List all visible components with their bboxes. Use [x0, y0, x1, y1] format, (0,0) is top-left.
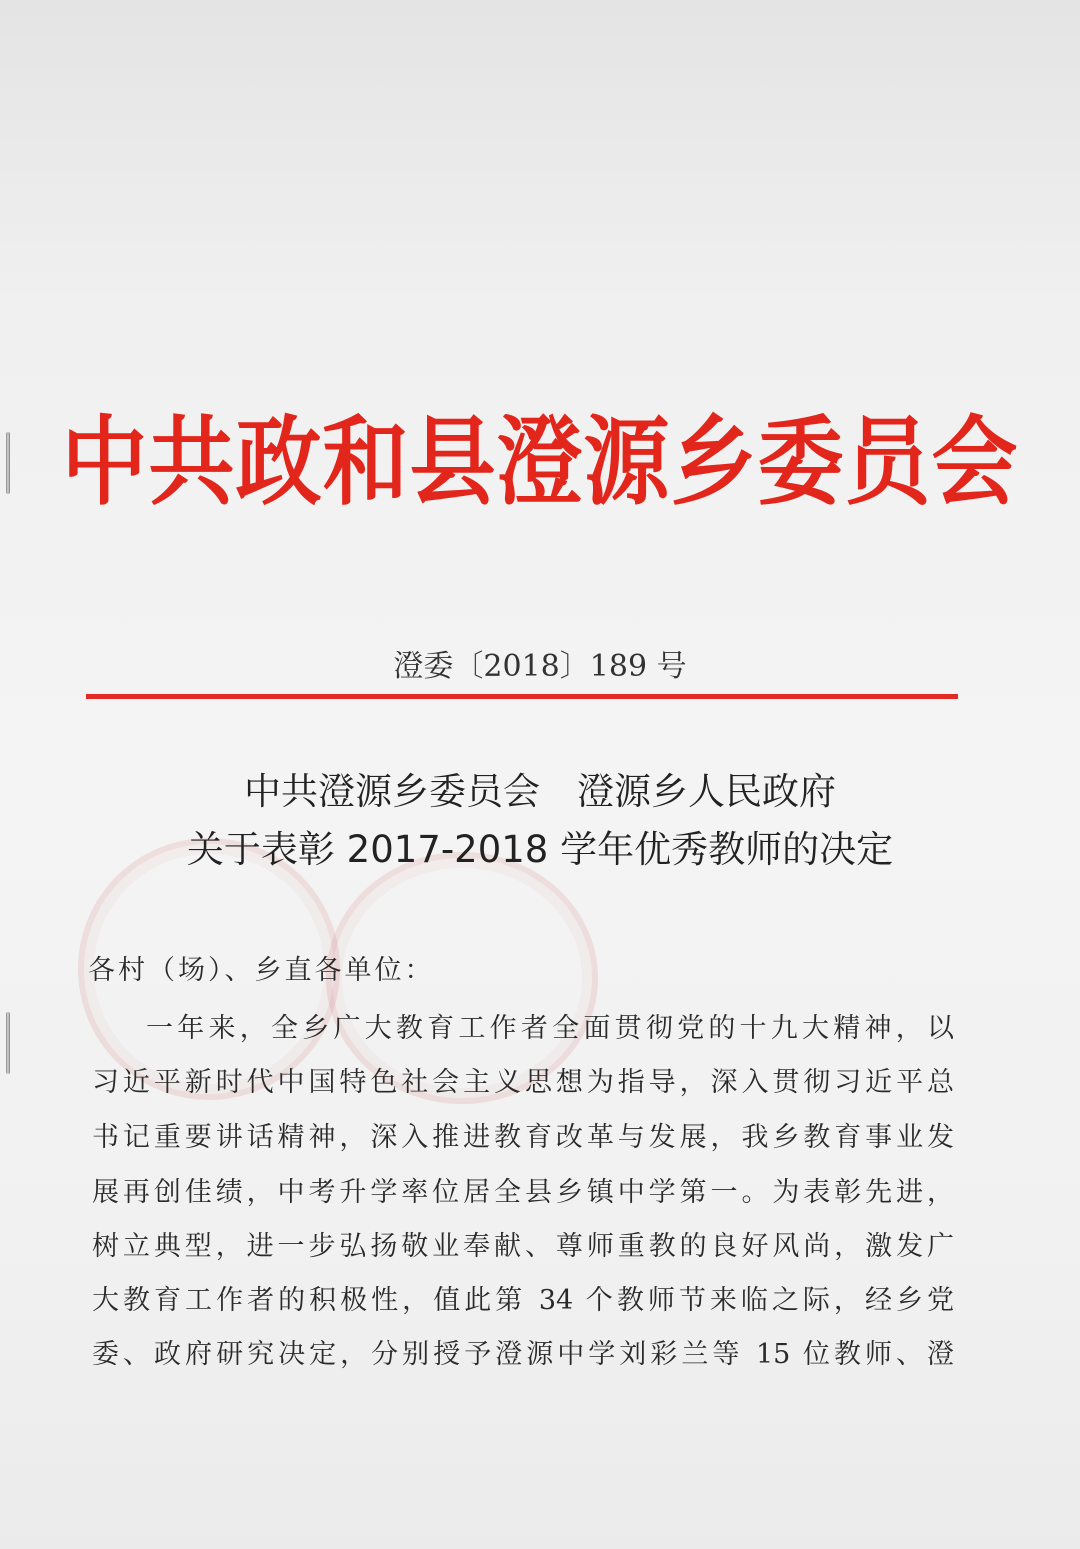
- document-title-line2: 关于表彰 2017-2018 学年优秀教师的决定: [186, 828, 894, 871]
- body-line: 大教育工作者的积极性，值此第 34 个教师节来临之际，经乡党: [92, 1285, 954, 1316]
- salutation: 各村（场）、乡直各单位：: [88, 955, 435, 986]
- red-divider-line: [86, 694, 958, 699]
- staple-bottom: [6, 1012, 10, 1074]
- body-line: 书记重要讲话精神，深入推进教育改革与发展，我乡教育事业发: [92, 1122, 954, 1153]
- body-line: 展再创佳绩，中考升学率位居全县乡镇中学第一。为表彰先进，: [92, 1177, 954, 1208]
- body-line: 一年来，全乡广大教育工作者全面贯彻党的十九大精神，以: [146, 1013, 954, 1044]
- document-title-line1: 中共澄源乡委员会 澄源乡人民政府: [244, 770, 836, 813]
- document-number: 澄委〔2018〕189 号: [393, 649, 687, 684]
- body-line: 树立典型，进一步弘扬敬业奉献、尊师重教的良好风尚，激发广: [92, 1231, 954, 1262]
- body-line: 习近平新时代中国特色社会主义思想为指导，深入贯彻习近平总: [92, 1067, 954, 1098]
- red-letterhead: 中共政和县澄源乡委员会: [61, 407, 1019, 519]
- body-line: 委、政府研究决定，分别授予澄源中学刘彩兰等 15 位教师、澄: [92, 1339, 954, 1370]
